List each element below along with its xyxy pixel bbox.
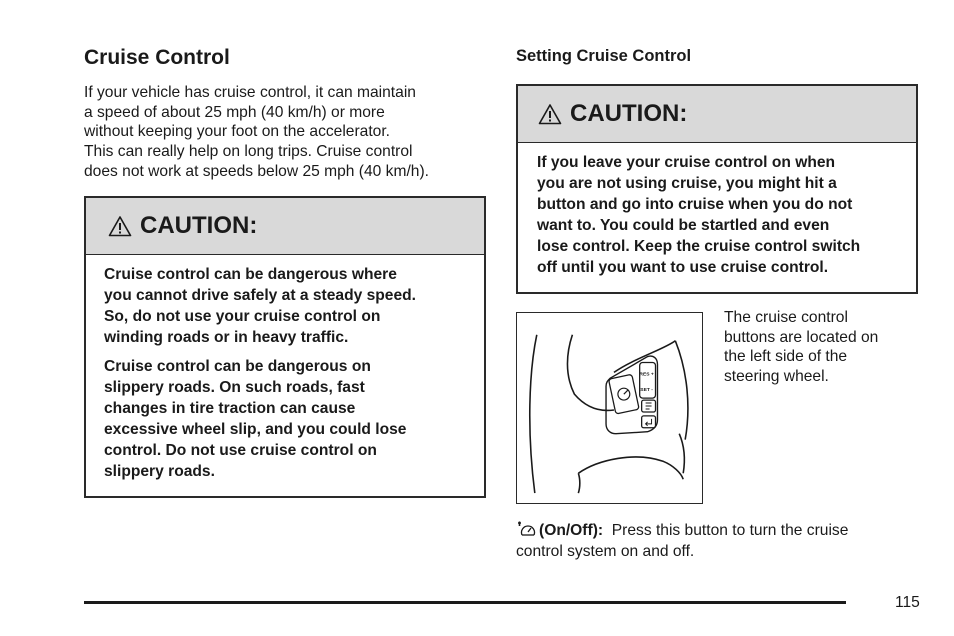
caution-box-right	[516, 84, 918, 294]
caution-box-left	[84, 196, 486, 498]
intro-line: does not work at speeds below 25 mph (40 km/h).	[84, 162, 429, 180]
caution-heading: CAUTION:	[570, 100, 688, 127]
caution-paragraph	[104, 264, 474, 348]
caution-line: off until you want to use cruise control.	[537, 259, 829, 276]
caution-header	[86, 198, 484, 255]
cruise-control-icon	[516, 520, 536, 538]
onoff-description	[516, 520, 916, 562]
caution-line: Cruise control can be dangerous on	[104, 358, 371, 375]
onoff-text: Press this button to turn the cruise	[611, 522, 849, 539]
onoff-line	[516, 520, 916, 542]
footer-rule	[84, 601, 846, 604]
warning-triangle-icon	[538, 103, 562, 125]
intro-paragraph	[84, 83, 494, 182]
res-button-label: RES +	[639, 372, 654, 378]
warning-triangle-icon	[108, 215, 132, 237]
caution-header	[518, 86, 916, 143]
caution-line: control. Do not use cruise control on	[104, 442, 377, 459]
caution-line: Cruise control can be dangerous where	[104, 266, 397, 283]
caution-line: slippery roads. On such roads, fast	[104, 379, 365, 396]
caption-line: the left side of the	[724, 348, 848, 366]
caution-line: button and go into cruise when you do not	[537, 196, 853, 213]
onoff-label: (On/Off):	[539, 522, 604, 539]
caution-line: If you leave your cruise control on when	[537, 154, 836, 171]
caution-paragraph	[104, 356, 474, 482]
caution-line: want to. You could be startled and even	[537, 217, 830, 234]
onoff-line: control system on and off.	[516, 542, 695, 560]
caution-heading: CAUTION:	[140, 212, 258, 239]
subsection-title: Setting Cruise Control	[516, 47, 692, 65]
caution-body	[86, 255, 484, 482]
caution-line: you cannot drive safely at a steady speed.	[104, 287, 416, 304]
caution-line: lose control. Keep the cruise control switch	[537, 238, 861, 255]
caution-line: So, do not use your cruise control on	[104, 308, 381, 325]
caption-line: buttons are located on	[724, 328, 879, 346]
caution-line: excessive wheel slip, and you could lose	[104, 421, 407, 438]
caption-line: The cruise control	[724, 309, 848, 326]
page-number: 115	[895, 594, 920, 611]
caption-line: steering wheel.	[724, 368, 829, 386]
set-button-label: SET -	[640, 388, 653, 394]
intro-line: a speed of about 25 mph (40 km/h) or more	[84, 103, 385, 121]
section-title: Cruise Control	[84, 46, 230, 69]
caution-line: winding roads or in heavy traffic.	[104, 329, 349, 346]
intro-line: This can really help on long trips. Cruise control	[84, 143, 413, 161]
steering-wheel-illustration	[516, 312, 703, 504]
caution-line: slippery roads.	[104, 463, 215, 480]
intro-line: without keeping your foot on the accelerator.	[84, 123, 391, 141]
figure-caption	[724, 308, 914, 387]
caution-line: changes in tire traction can cause	[104, 400, 356, 417]
steering-wheel-drawing	[517, 313, 702, 503]
caution-line: you are not using cruise, you might hit a	[537, 175, 837, 192]
caution-body	[518, 143, 916, 278]
intro-line: If your vehicle has cruise control, it can maintain	[84, 84, 416, 101]
